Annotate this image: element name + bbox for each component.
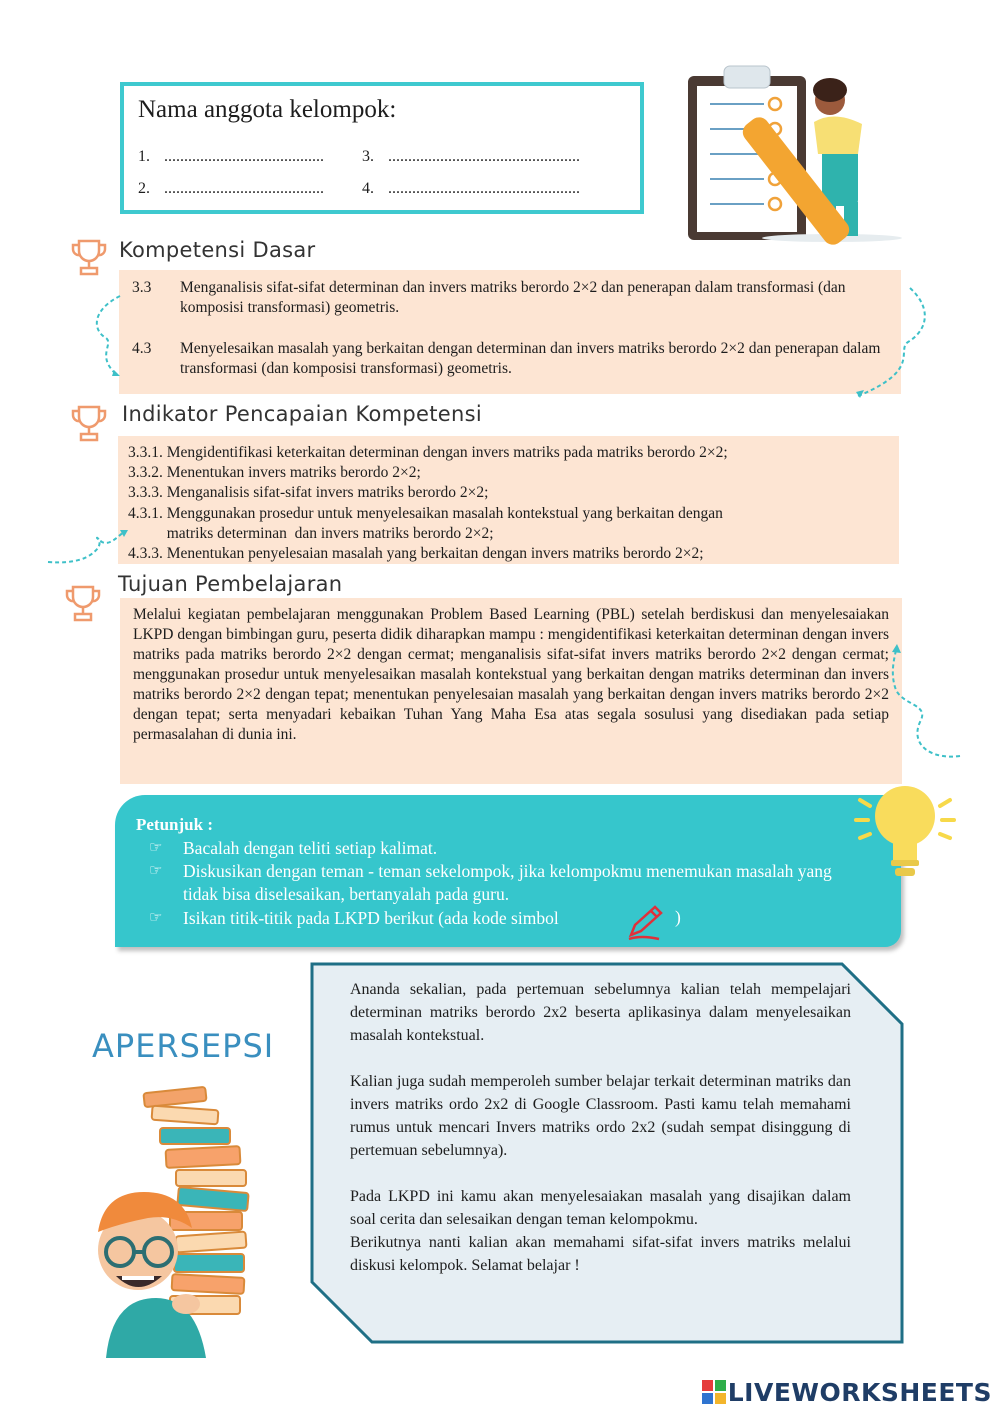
apersepsi-paragraph: Pada LKPD ini kamu akan menyelesaiakan masalah yang disajikan dalam soal cerita dan selesaikan dengan teman kelompokmu. — [350, 1188, 851, 1228]
petunjuk-close-paren: ) — [675, 907, 681, 927]
member-row-3[interactable]: 3. ................................................ — [362, 148, 580, 165]
petunjuk-panel: Petunjuk : ☞ Bacalah dengan teliti setiap kalimat. ☞ Diskusikan dengan teman - teman sekelompok, jika kelompokmu menemukan masalah yang tidak bisa diselesaikan, bertanyalah pada guru. ☞ Isikan titik-titik pada LKPD berikut (ada kode simbol ) — [115, 795, 901, 947]
tujuan-heading: Tujuan Pembelajaran — [118, 572, 343, 596]
pointing-hand-icon: ☞ — [149, 840, 163, 856]
member-row-1[interactable]: 1. ........................................ — [138, 148, 324, 165]
trophy-icon — [62, 582, 104, 624]
indikator-line: matriks determinan dan invers matriks berordo 2×2; — [128, 525, 494, 542]
liveworksheets-logo-icon — [702, 1380, 726, 1404]
dashed-arrow-indikator-icon — [46, 528, 130, 568]
kd-item-4-3: 4.3 Menyelesaikan masalah yang berkaitan dengan determinan dan invers matriks berordo 2×2 dan penerapan dalam transformasi (dan komposisi transformasi) geometris. — [132, 340, 881, 377]
group-members-box — [120, 82, 644, 214]
trophy-icon — [68, 236, 110, 278]
kompetensi-dasar-heading: Kompetensi Dasar — [119, 238, 316, 262]
apersepsi-paragraph: Kalian juga sudah memperoleh sumber belajar terkait determinan matriks dan invers matriks ordo 2x2 di Google Classroom. Pasti kamu telah memahami rumus untuk mencari Invers matriks ordo 2x2 (sudah sempat disinggung di pertemuan sebelumnya). — [350, 1073, 851, 1159]
indikator-line: 4.3.3. Menentukan penyelesaian masalah yang berkaitan dengan invers matriks berordo 2×2; — [128, 545, 704, 562]
indikator-line: 4.3.1. Menggunakan prosedur untuk menyelesaikan masalah kontekstual yang berkaitan dengan — [128, 505, 723, 522]
dashed-arrow-tujuan-icon — [880, 644, 964, 764]
trophy-icon — [68, 402, 110, 444]
boy-with-books-illustration — [92, 1082, 258, 1362]
indikator-line: 3.3.3. Menganalisis sifat-sifat invers matriks berordo 2×2; — [128, 484, 489, 501]
indikator-line: 3.3.1. Mengidentifikasi keterkaitan determinan dengan invers matriks pada matriks berordo 2×2; — [128, 444, 728, 461]
member-row-2[interactable]: 2. ........................................ — [138, 180, 324, 197]
pointing-hand-icon: ☞ — [149, 910, 163, 926]
indikator-panel — [118, 436, 899, 564]
member-row-4[interactable]: 4. ................................................ — [362, 180, 580, 197]
tujuan-text: Melalui kegiatan pembelajaran menggunakan Problem Based Learning (PBL) setelah berdiskusi dan menyelesaiakan LKPD dengan bimbingan guru, peserta didik diharapkan mampu : mengidentifikasi keterkaitan determinan dengan invers matriks pada matriks berordo 2×2 dengan cermat; menganalisis sifat-sifat invers matriks berordo 2×2 dengan cermat; menggunakan prosedur untuk menyelesaikan masalah kontekstual yang berkaitan dengan matriks determinan dan invers matriks berordo 2×2 dengan tepat; menentukan penyelesaian masalah yang berkaitan dengan invers matriks berordo 2×2 dengan tepat; serta menyadari kebaikan Tuhan Yang Maha Esa atas segala sosulusi yang disediakan pada setiap permasalahan di dunia ini. — [133, 606, 889, 743]
apersepsi-paragraph: Ananda sekalian, pada pertemuan sebelumnya kalian telah mempelajari determinan matriks berordo 2x2 beserta aplikasinya dalam menyelesaikan masalah kontekstual. — [350, 981, 851, 1044]
pencil-edit-icon — [625, 903, 665, 941]
apersepsi-text — [350, 978, 851, 1277]
indikator-heading: Indikator Pencapaian Kompetensi — [122, 402, 482, 426]
group-members-title: Nama anggota kelompok: — [138, 96, 397, 123]
dashed-arrow-right-icon — [852, 284, 932, 404]
lightbulb-icon — [852, 780, 958, 880]
dashed-arrow-left-icon — [90, 290, 130, 382]
indikator-line: 3.3.2. Menentukan invers matriks berordo 2×2; — [128, 464, 421, 481]
liveworksheets-logo: LIVEWORKSHEETS — [702, 1378, 992, 1407]
apersepsi-paragraph: Berikutnya nanti kalian akan memahami sifat-sifat invers matriks melalui diskusi kelompok. Selamat belajar ! — [350, 1234, 851, 1274]
kd-item-3-3: 3.3 Menganalisis sifat-sifat determinan dan invers matriks berordo 2×2 dan penerapan dalam transformasi (dan komposisi transformasi) geometris. — [132, 279, 846, 316]
pointing-hand-icon: ☞ — [149, 863, 163, 879]
apersepsi-title: APERSEPSI — [92, 1027, 275, 1065]
clipboard-girl-illustration — [672, 62, 908, 246]
petunjuk-title: Petunjuk : — [136, 815, 213, 834]
